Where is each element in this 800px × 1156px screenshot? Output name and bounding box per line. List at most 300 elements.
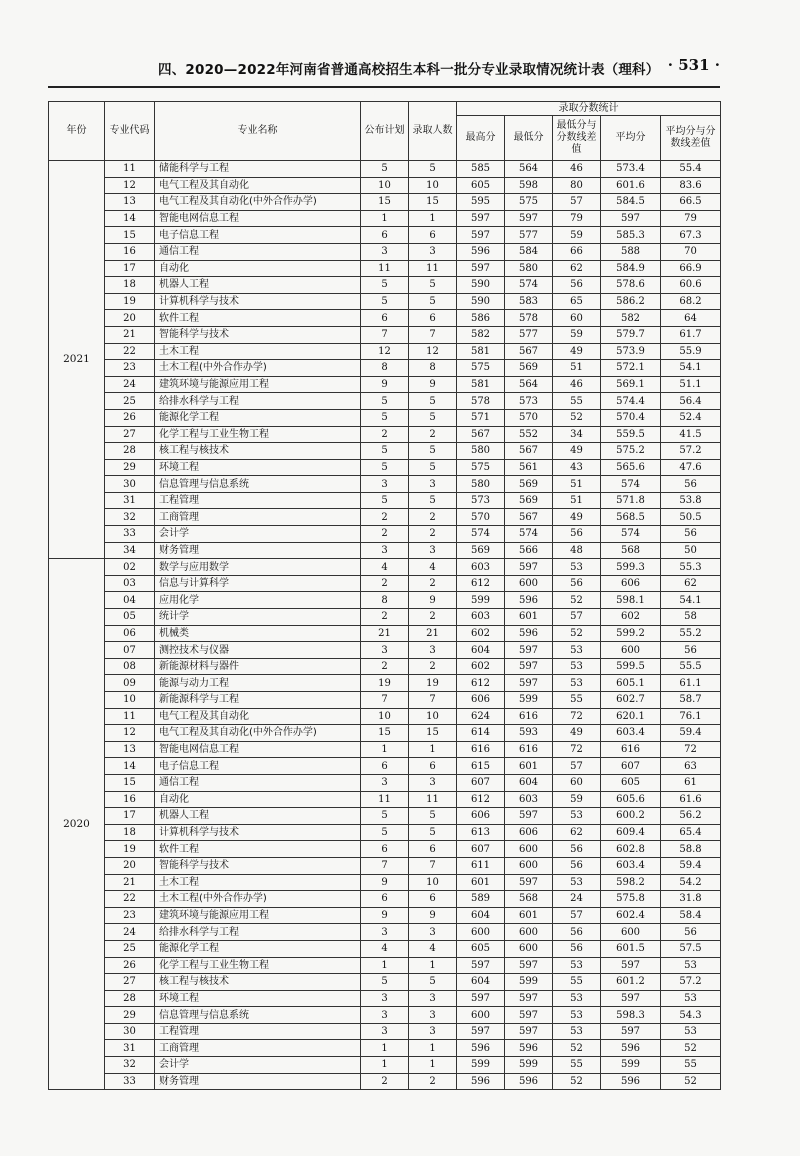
col-header-name: 专业名称 (155, 102, 361, 161)
avg-diff-cell: 41.5 (661, 426, 721, 443)
admitted-cell: 8 (409, 360, 457, 377)
avg-cell: 601.6 (601, 177, 661, 194)
admitted-cell: 5 (409, 443, 457, 460)
admitted-cell: 3 (409, 1023, 457, 1040)
admitted-cell: 2 (409, 658, 457, 675)
table-row (49, 426, 721, 443)
plan-cell: 11 (361, 260, 409, 277)
plan-cell: 3 (361, 1007, 409, 1024)
min-cell: 567 (505, 343, 553, 360)
max-cell: 606 (457, 808, 505, 825)
min-diff-cell: 56 (553, 857, 601, 874)
code-cell: 19 (105, 293, 155, 310)
plan-cell: 11 (361, 791, 409, 808)
name-cell: 机器人工程 (155, 277, 361, 294)
code-cell: 33 (105, 526, 155, 543)
table-row (49, 957, 721, 974)
avg-cell: 602 (601, 609, 661, 626)
avg-cell: 603.4 (601, 857, 661, 874)
name-cell: 财务管理 (155, 1073, 361, 1090)
avg-cell: 596 (601, 1040, 661, 1057)
min-cell: 597 (505, 658, 553, 675)
admitted-cell: 15 (409, 194, 457, 211)
min-cell: 570 (505, 409, 553, 426)
avg-cell: 588 (601, 243, 661, 260)
table-row (49, 376, 721, 393)
admitted-cell: 9 (409, 376, 457, 393)
max-cell: 578 (457, 393, 505, 410)
min-diff-cell: 52 (553, 409, 601, 426)
code-cell: 25 (105, 940, 155, 957)
min-diff-cell: 56 (553, 841, 601, 858)
name-cell: 财务管理 (155, 542, 361, 559)
min-diff-cell: 49 (553, 343, 601, 360)
max-cell: 614 (457, 725, 505, 742)
avg-cell: 600 (601, 924, 661, 941)
max-cell: 589 (457, 891, 505, 908)
table-row (49, 1057, 721, 1074)
plan-cell: 1 (361, 741, 409, 758)
admitted-cell: 3 (409, 1007, 457, 1024)
min-cell: 600 (505, 841, 553, 858)
avg-cell: 600.2 (601, 808, 661, 825)
avg-cell: 601.2 (601, 974, 661, 991)
code-cell: 16 (105, 243, 155, 260)
avg-cell: 582 (601, 310, 661, 327)
plan-cell: 7 (361, 857, 409, 874)
max-cell: 597 (457, 227, 505, 244)
name-cell: 机械类 (155, 625, 361, 642)
avg-diff-cell: 62 (661, 575, 721, 592)
admission-statistics-table (48, 101, 721, 1090)
code-cell: 32 (105, 1057, 155, 1074)
min-cell: 566 (505, 542, 553, 559)
avg-diff-cell: 54.2 (661, 874, 721, 891)
avg-diff-cell: 50 (661, 542, 721, 559)
max-cell: 590 (457, 277, 505, 294)
code-cell: 27 (105, 974, 155, 991)
name-cell: 土木工程(中外合作办学) (155, 891, 361, 908)
col-header-code: 专业代码 (105, 102, 155, 161)
name-cell: 电气工程及其自动化 (155, 708, 361, 725)
name-cell: 能源与动力工程 (155, 675, 361, 692)
code-cell: 13 (105, 741, 155, 758)
admitted-cell: 2 (409, 509, 457, 526)
min-diff-cell: 51 (553, 476, 601, 493)
min-diff-cell: 65 (553, 293, 601, 310)
plan-cell: 12 (361, 343, 409, 360)
admitted-cell: 3 (409, 642, 457, 659)
name-cell: 会计学 (155, 1057, 361, 1074)
code-cell: 23 (105, 360, 155, 377)
admitted-cell: 10 (409, 874, 457, 891)
table-row (49, 310, 721, 327)
max-cell: 580 (457, 443, 505, 460)
table-row (49, 642, 721, 659)
avg-diff-cell: 55.4 (661, 161, 721, 178)
plan-cell: 1 (361, 957, 409, 974)
code-cell: 08 (105, 658, 155, 675)
admitted-cell: 2 (409, 1073, 457, 1090)
admitted-cell: 15 (409, 725, 457, 742)
min-diff-cell: 56 (553, 277, 601, 294)
avg-cell: 603.4 (601, 725, 661, 742)
avg-cell: 569.1 (601, 376, 661, 393)
admitted-cell: 2 (409, 609, 457, 626)
max-cell: 602 (457, 658, 505, 675)
admitted-cell: 4 (409, 940, 457, 957)
name-cell: 应用化学 (155, 592, 361, 609)
table-row (49, 974, 721, 991)
avg-diff-cell: 63 (661, 758, 721, 775)
avg-diff-cell: 53 (661, 1023, 721, 1040)
min-cell: 600 (505, 940, 553, 957)
year-cell: 2020 (49, 559, 105, 1090)
avg-cell: 602.7 (601, 692, 661, 709)
code-cell: 18 (105, 277, 155, 294)
max-cell: 604 (457, 907, 505, 924)
name-cell: 电子信息工程 (155, 227, 361, 244)
plan-cell: 3 (361, 476, 409, 493)
max-cell: 596 (457, 243, 505, 260)
table-row (49, 658, 721, 675)
min-diff-cell: 60 (553, 774, 601, 791)
max-cell: 616 (457, 741, 505, 758)
table-row (49, 609, 721, 626)
min-cell: 599 (505, 692, 553, 709)
min-diff-cell: 53 (553, 1007, 601, 1024)
name-cell: 数学与应用数学 (155, 559, 361, 576)
name-cell: 计算机科学与技术 (155, 293, 361, 310)
min-diff-cell: 46 (553, 376, 601, 393)
avg-diff-cell: 56 (661, 642, 721, 659)
avg-diff-cell: 61 (661, 774, 721, 791)
table-row (49, 741, 721, 758)
page-title: 四、2020—2022年河南省普通高校招生本科一批分专业录取情况统计表（理科） (158, 62, 660, 78)
max-cell: 624 (457, 708, 505, 725)
admitted-cell: 7 (409, 692, 457, 709)
avg-diff-cell: 66.5 (661, 194, 721, 211)
avg-cell: 559.5 (601, 426, 661, 443)
avg-cell: 571.8 (601, 492, 661, 509)
plan-cell: 6 (361, 841, 409, 858)
min-cell: 606 (505, 824, 553, 841)
plan-cell: 1 (361, 1057, 409, 1074)
min-cell: 583 (505, 293, 553, 310)
name-cell: 建筑环境与能源应用工程 (155, 376, 361, 393)
avg-diff-cell: 52.4 (661, 409, 721, 426)
table-row (49, 774, 721, 791)
min-diff-cell: 49 (553, 509, 601, 526)
min-diff-cell: 49 (553, 725, 601, 742)
max-cell: 599 (457, 592, 505, 609)
max-cell: 597 (457, 1023, 505, 1040)
avg-diff-cell: 58.8 (661, 841, 721, 858)
plan-cell: 15 (361, 725, 409, 742)
max-cell: 612 (457, 575, 505, 592)
avg-cell: 597 (601, 990, 661, 1007)
min-diff-cell: 59 (553, 791, 601, 808)
code-cell: 20 (105, 857, 155, 874)
avg-diff-cell: 52 (661, 1073, 721, 1090)
avg-diff-cell: 76.1 (661, 708, 721, 725)
plan-cell: 3 (361, 924, 409, 941)
plan-cell: 6 (361, 310, 409, 327)
name-cell: 建筑环境与能源应用工程 (155, 907, 361, 924)
min-cell: 597 (505, 874, 553, 891)
col-header-plan: 公布计划 (361, 102, 409, 161)
admitted-cell: 5 (409, 409, 457, 426)
max-cell: 603 (457, 609, 505, 626)
admitted-cell: 1 (409, 1040, 457, 1057)
avg-cell: 572.1 (601, 360, 661, 377)
min-cell: 596 (505, 1040, 553, 1057)
max-cell: 570 (457, 509, 505, 526)
table-row (49, 625, 721, 642)
name-cell: 工程管理 (155, 1023, 361, 1040)
code-cell: 29 (105, 1007, 155, 1024)
avg-cell: 600 (601, 642, 661, 659)
max-cell: 603 (457, 559, 505, 576)
min-diff-cell: 53 (553, 559, 601, 576)
plan-cell: 5 (361, 459, 409, 476)
code-cell: 13 (105, 194, 155, 211)
min-diff-cell: 53 (553, 957, 601, 974)
table-row (49, 293, 721, 310)
table-row (49, 592, 721, 609)
code-cell: 16 (105, 791, 155, 808)
table-row (49, 725, 721, 742)
code-cell: 31 (105, 492, 155, 509)
avg-cell: 574.4 (601, 393, 661, 410)
min-cell: 564 (505, 161, 553, 178)
code-cell: 26 (105, 409, 155, 426)
name-cell: 通信工程 (155, 243, 361, 260)
min-cell: 597 (505, 210, 553, 227)
name-cell: 工商管理 (155, 509, 361, 526)
min-cell: 575 (505, 194, 553, 211)
min-cell: 597 (505, 990, 553, 1007)
min-diff-cell: 56 (553, 575, 601, 592)
min-cell: 597 (505, 559, 553, 576)
name-cell: 信息与计算科学 (155, 575, 361, 592)
name-cell: 土木工程 (155, 343, 361, 360)
plan-cell: 3 (361, 990, 409, 1007)
max-cell: 599 (457, 1057, 505, 1074)
min-cell: 569 (505, 492, 553, 509)
code-cell: 28 (105, 990, 155, 1007)
name-cell: 软件工程 (155, 841, 361, 858)
table-row (49, 575, 721, 592)
min-diff-cell: 34 (553, 426, 601, 443)
code-cell: 15 (105, 774, 155, 791)
min-diff-cell: 60 (553, 310, 601, 327)
plan-cell: 1 (361, 1040, 409, 1057)
name-cell: 信息管理与信息系统 (155, 476, 361, 493)
avg-diff-cell: 53 (661, 990, 721, 1007)
code-cell: 12 (105, 177, 155, 194)
code-cell: 10 (105, 692, 155, 709)
code-cell: 14 (105, 758, 155, 775)
plan-cell: 3 (361, 1023, 409, 1040)
admitted-cell: 9 (409, 907, 457, 924)
name-cell: 智能电网信息工程 (155, 741, 361, 758)
avg-diff-cell: 56 (661, 924, 721, 941)
code-cell: 20 (105, 310, 155, 327)
avg-cell: 584.5 (601, 194, 661, 211)
plan-cell: 2 (361, 1073, 409, 1090)
avg-diff-cell: 72 (661, 741, 721, 758)
code-cell: 24 (105, 924, 155, 941)
min-diff-cell: 62 (553, 824, 601, 841)
name-cell: 会计学 (155, 526, 361, 543)
table-row (49, 1007, 721, 1024)
plan-cell: 2 (361, 575, 409, 592)
avg-diff-cell: 79 (661, 210, 721, 227)
admitted-cell: 10 (409, 177, 457, 194)
plan-cell: 5 (361, 808, 409, 825)
table-row (49, 326, 721, 343)
max-cell: 575 (457, 360, 505, 377)
name-cell: 能源化学工程 (155, 409, 361, 426)
avg-cell: 599.5 (601, 658, 661, 675)
name-cell: 核工程与核技术 (155, 443, 361, 460)
avg-cell: 601.5 (601, 940, 661, 957)
avg-diff-cell: 65.4 (661, 824, 721, 841)
name-cell: 土木工程 (155, 874, 361, 891)
plan-cell: 9 (361, 907, 409, 924)
code-cell: 30 (105, 476, 155, 493)
avg-diff-cell: 57.5 (661, 940, 721, 957)
avg-diff-cell: 47.6 (661, 459, 721, 476)
min-cell: 596 (505, 592, 553, 609)
avg-cell: 599.3 (601, 559, 661, 576)
avg-diff-cell: 53.8 (661, 492, 721, 509)
table-row (49, 393, 721, 410)
code-cell: 17 (105, 808, 155, 825)
admitted-cell: 1 (409, 210, 457, 227)
admitted-cell: 5 (409, 161, 457, 178)
max-cell: 597 (457, 210, 505, 227)
avg-cell: 605.1 (601, 675, 661, 692)
min-diff-cell: 53 (553, 658, 601, 675)
admitted-cell: 7 (409, 857, 457, 874)
code-cell: 27 (105, 426, 155, 443)
table-row (49, 177, 721, 194)
table-row (49, 459, 721, 476)
code-cell: 29 (105, 459, 155, 476)
avg-diff-cell: 66.9 (661, 260, 721, 277)
table-row (49, 492, 721, 509)
table-row (49, 758, 721, 775)
avg-cell: 586.2 (601, 293, 661, 310)
min-cell: 573 (505, 393, 553, 410)
avg-cell: 620.1 (601, 708, 661, 725)
min-cell: 598 (505, 177, 553, 194)
max-cell: 601 (457, 874, 505, 891)
avg-cell: 575.2 (601, 443, 661, 460)
min-cell: 567 (505, 509, 553, 526)
code-cell: 14 (105, 210, 155, 227)
min-diff-cell: 57 (553, 907, 601, 924)
avg-diff-cell: 55.5 (661, 658, 721, 675)
min-diff-cell: 53 (553, 990, 601, 1007)
avg-diff-cell: 67.3 (661, 227, 721, 244)
max-cell: 607 (457, 841, 505, 858)
min-cell: 577 (505, 227, 553, 244)
avg-cell: 602.8 (601, 841, 661, 858)
max-cell: 582 (457, 326, 505, 343)
name-cell: 软件工程 (155, 310, 361, 327)
avg-cell: 597 (601, 957, 661, 974)
min-diff-cell: 24 (553, 891, 601, 908)
min-cell: 580 (505, 260, 553, 277)
name-cell: 智能科学与技术 (155, 326, 361, 343)
avg-diff-cell: 54.3 (661, 1007, 721, 1024)
code-cell: 02 (105, 559, 155, 576)
avg-cell: 578.6 (601, 277, 661, 294)
table-row (49, 791, 721, 808)
avg-cell: 573.9 (601, 343, 661, 360)
code-cell: 22 (105, 343, 155, 360)
max-cell: 581 (457, 343, 505, 360)
code-cell: 18 (105, 824, 155, 841)
avg-cell: 597 (601, 1023, 661, 1040)
plan-cell: 5 (361, 393, 409, 410)
admitted-cell: 2 (409, 526, 457, 543)
avg-cell: 597 (601, 210, 661, 227)
min-diff-cell: 57 (553, 758, 601, 775)
code-cell: 11 (105, 161, 155, 178)
table-row (49, 1073, 721, 1090)
admitted-cell: 4 (409, 559, 457, 576)
avg-diff-cell: 55.3 (661, 559, 721, 576)
admitted-cell: 1 (409, 957, 457, 974)
table-row (49, 260, 721, 277)
name-cell: 能源化学工程 (155, 940, 361, 957)
name-cell: 核工程与核技术 (155, 974, 361, 991)
max-cell: 612 (457, 791, 505, 808)
min-diff-cell: 52 (553, 625, 601, 642)
max-cell: 597 (457, 260, 505, 277)
min-cell: 601 (505, 609, 553, 626)
min-cell: 574 (505, 526, 553, 543)
min-cell: 597 (505, 642, 553, 659)
admitted-cell: 5 (409, 393, 457, 410)
plan-cell: 1 (361, 210, 409, 227)
min-cell: 561 (505, 459, 553, 476)
min-diff-cell: 52 (553, 1073, 601, 1090)
min-cell: 600 (505, 857, 553, 874)
avg-diff-cell: 57.2 (661, 443, 721, 460)
plan-cell: 19 (361, 675, 409, 692)
avg-diff-cell: 55.9 (661, 343, 721, 360)
avg-cell: 574 (601, 476, 661, 493)
table-row (49, 277, 721, 294)
code-cell: 11 (105, 708, 155, 725)
min-diff-cell: 53 (553, 874, 601, 891)
code-cell: 09 (105, 675, 155, 692)
avg-diff-cell: 61.7 (661, 326, 721, 343)
plan-cell: 2 (361, 658, 409, 675)
min-diff-cell: 56 (553, 924, 601, 941)
min-diff-cell: 51 (553, 360, 601, 377)
min-cell: 601 (505, 907, 553, 924)
plan-cell: 5 (361, 409, 409, 426)
max-cell: 606 (457, 692, 505, 709)
max-cell: 597 (457, 957, 505, 974)
min-diff-cell: 72 (553, 708, 601, 725)
